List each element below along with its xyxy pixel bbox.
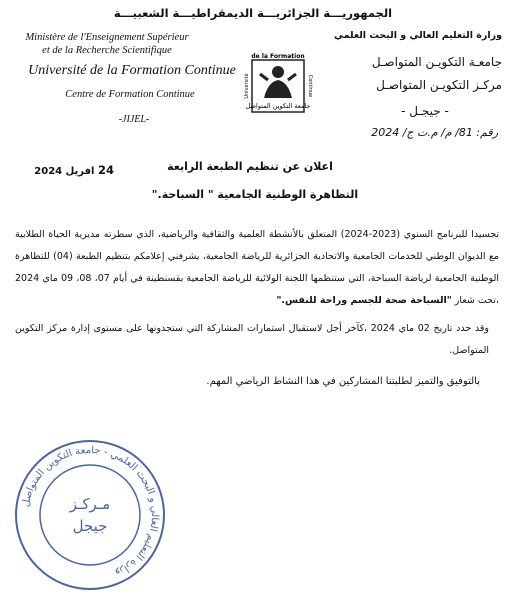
document-date — [34, 163, 114, 177]
stamp-outer-text: وزارة التعليم العالي و البحث العلمي - جامعة التكوين المتواصل — [20, 444, 161, 579]
official-stamp — [10, 425, 170, 600]
republic-header: الجمهوريـــة الجزائريـــة الديمقراطيـــة الشعبيـــة — [113, 6, 393, 20]
logo-text-top: de la Formation — [251, 53, 305, 60]
university-name-fr: Université de la Formation Continue — [28, 63, 236, 78]
logo-text-ar: جامعة التكوين المتواصل — [245, 102, 311, 110]
body-paragraph-1-text: تجسيدا للبرنامج السنوي (2023-2024) المتعلق بالأنشطة العلمية والثقافية والرياضية، الذي سطرته مديرية الحياة الطلابية مع الديوان الوطني للخدمات الجامعية والاتحادية الجزائرية للرياضة الجامعية، يشرفني إعلامكم بتنظيم الطبعة (04) للتظاهرة الوطنية الجامعية لرياضة السباحة، التي ستنظمها اللجنة الولائية للرياضة الجامعية بقسنطينة في أيام 07، 08، 09 ماي 2024 ،تحت شعار — [15, 229, 500, 306]
date-year: 2024 — [34, 166, 63, 177]
logo-text-right: Continue — [307, 74, 313, 98]
event-title: التظاهرة الوطنية الجامعية " السباحة." — [151, 188, 359, 201]
university-name-ar: جامعـة التكويـن المتواصـل — [371, 55, 502, 69]
ministry-name-fr: Ministère de l'Enseignement Supérieur et de la Recherche Scientifique — [25, 32, 189, 56]
reference-number: رقم: 81/ م/ م.ت ج/ 2024 — [371, 126, 498, 139]
center-name-fr: Centre de Formation Continue — [65, 89, 195, 100]
ministry-name-ar: وزارة التعليم العالي و البحث العلمي — [334, 30, 502, 41]
body-paragraph-2: وقد حدد تاريخ 02 ماي 2024 ،كآخر أجل لاستقبال استمارات المشاركة التي ستجدونها على مستوى إدارة مركز التكوين المتواصل. — [15, 323, 489, 356]
announcement-title: اعلان عن تنظيم الطبعة الرابعة — [167, 160, 333, 173]
event-slogan: "السباحة صحة للجسم وراحة للنفس." — [276, 295, 452, 306]
city-name-ar: - جيجـل - — [401, 104, 449, 118]
stamp-center-line-2: جيجل — [72, 517, 108, 535]
date-day: 24 — [97, 163, 114, 177]
body-paragraph-1 — [15, 224, 499, 312]
date-month: افريل — [65, 166, 95, 177]
university-logo — [238, 50, 318, 122]
logo-text-left: Université — [244, 73, 250, 99]
stamp-center-line-1: مـركـز — [69, 495, 111, 513]
city-name-fr: -JIJEL- — [118, 114, 150, 125]
closing-line: بالتوفيق والتميز لطلبتنا المشاركين في هذا النشاط الرياضي المهم. — [206, 376, 480, 387]
center-name-ar: مركـز التكويـن المتواصـل — [376, 78, 502, 92]
